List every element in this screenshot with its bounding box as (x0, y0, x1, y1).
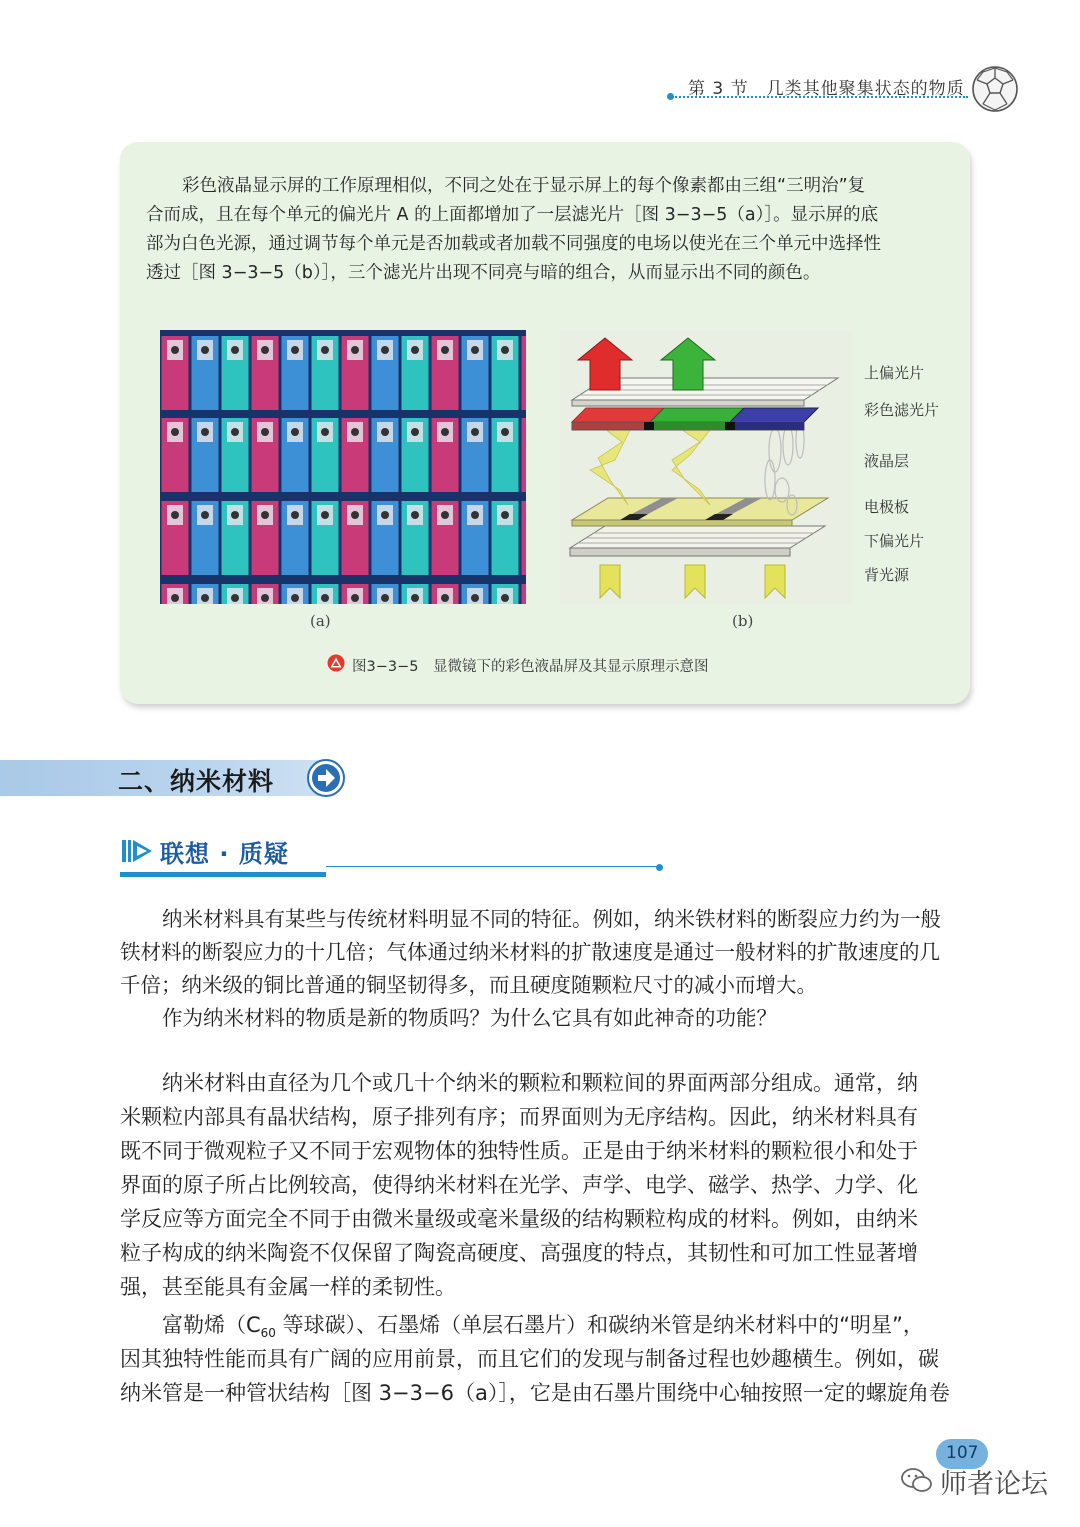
transistor-dot (231, 428, 239, 436)
subsection-rule-thin (326, 866, 660, 867)
layer-label-color-filter: 彩色滤光片 (864, 401, 940, 419)
body2-line-1-post: 等球碳）、石墨烯（单层石墨片）和碳纳米管是纳米材料中的“明星”， (275, 1313, 924, 1337)
body2-line-2: 因其独特性能而具有广阔的应用前景，而且它们的发现与制备过程也妙趣横生。例如，碳 (120, 1347, 939, 1371)
lcd-principle-diagram (560, 330, 852, 604)
transistor-dot (441, 346, 449, 354)
transistor-dot (351, 511, 359, 519)
subsection-rule-thick (120, 872, 326, 877)
transistor-dot (471, 594, 479, 602)
body-line-4: 界面的原子所占比例较高，使得纳米材料在光学、声学、电学、磁学、热学、力学、化 (120, 1173, 918, 1197)
subsection-rule-dot (656, 864, 663, 871)
transistor-dot (381, 511, 389, 519)
triangle-icon (327, 654, 345, 672)
transistor-dot (411, 346, 419, 354)
transistor-dot (411, 428, 419, 436)
play-marker-icon (122, 838, 154, 864)
transistor-dot (501, 511, 509, 519)
body-line-6: 粒子构成的纳米陶瓷不仅保留了陶瓷高硬度、高强度的特点，其韧性和可加工性显著增 (120, 1241, 918, 1265)
body-line-3: 既不同于微观粒子又不同于宏观物体的独特性质。正是由于纳米材料的颗粒很小和处于 (120, 1139, 918, 1163)
transistor-dot (291, 594, 299, 602)
header-rule (672, 96, 968, 98)
subpixel-cell (522, 336, 527, 410)
info-line-3: 部为白色光源，通过调节每个单元是否加载或者加载不同强度的电场以使光在三个单元中选择性 (146, 234, 881, 254)
body-line-5: 学反应等方面完全不同于由微米量级或毫米量级的结构颗粒构成的材料。例如，由纳米 (120, 1207, 918, 1231)
transistor-dot (171, 511, 179, 519)
transistor-dot (231, 594, 239, 602)
lcd-microscope-image (160, 330, 526, 604)
transistor-dot (201, 428, 209, 436)
transistor-dot (321, 594, 329, 602)
transistor-dot (351, 594, 359, 602)
body2-line-1-pre: 富勒烯（C (162, 1313, 261, 1337)
subpixel-cell (522, 418, 527, 492)
body2-line-3: 纳米管是一种管状结构［图 3−3−6（a）］，它是由石墨片围绕中心轴按照一定的螺旋角卷 (120, 1381, 950, 1405)
figure-b-label: (b) (732, 612, 754, 630)
transistor-dot (321, 428, 329, 436)
section-title: 二、纳米材料 (118, 767, 275, 796)
transistor-dot (231, 511, 239, 519)
transistor-dot (201, 511, 209, 519)
transistor-dot (381, 346, 389, 354)
question-line-4: 作为纳米材料的物质是新的物质吗？为什么它具有如此神奇的功能？ (162, 1006, 777, 1030)
transistor-dot (381, 428, 389, 436)
transistor-dot (501, 346, 509, 354)
watermark-text: 师者论坛 (940, 1469, 1048, 1500)
transistor-dot (261, 511, 269, 519)
transistor-dot (321, 511, 329, 519)
transistor-dot (171, 428, 179, 436)
info-line-2: 合而成，且在每个单元的偏光片 A 的上面都增加了一层滤光片［图 3−3−5（a）］。显示屏的底 (146, 205, 879, 225)
transistor-dot (471, 511, 479, 519)
question-line-2: 铁材料的断裂应力的十几倍；气体通过纳米材料的扩散速度是通过一般材料的扩散速度的几 (120, 940, 940, 964)
transistor-dot (381, 594, 389, 602)
transistor-dot (411, 511, 419, 519)
layer-label-lower-polarizer: 下偏光片 (864, 532, 925, 550)
body-line-2: 米颗粒内部具有晶状结构，原子排列有序；而界面则为无序结构。因此，纳米材料具有 (120, 1105, 918, 1129)
transistor-dot (261, 428, 269, 436)
wechat-icon (900, 1467, 934, 1495)
transistor-dot (201, 594, 209, 602)
info-line-4: 透过［图 3−3−5（b）］，三个滤光片出现不同亮与暗的组合，从而显示出不同的颜色。 (146, 263, 821, 283)
transistor-dot (471, 346, 479, 354)
transistor-dot (171, 594, 179, 602)
transistor-dot (411, 594, 419, 602)
figure-caption: 图3−3−5 显微镜下的彩色液晶屏及其显示原理示意图 (352, 659, 709, 675)
subsection-title: 联想 · 质疑 (160, 840, 289, 868)
transistor-dot (291, 511, 299, 519)
transistor-dot (441, 428, 449, 436)
transistor-dot (261, 594, 269, 602)
transistor-dot (351, 428, 359, 436)
c60-subscript: 60 (260, 1326, 276, 1341)
question-line-3: 千倍；纳米级的铜比普通的铜坚韧得多，而且硬度随颗粒尺寸的减小而增大。 (120, 973, 817, 997)
arrow-right-icon (306, 758, 346, 798)
transistor-dot (261, 346, 269, 354)
transistor-dot (231, 346, 239, 354)
body-line-1: 纳米材料由直径为几个或几十个纳米的颗粒和颗粒间的界面两部分组成。通常，纳 (162, 1071, 918, 1095)
transistor-dot (471, 428, 479, 436)
layer-label-backlight: 背光源 (864, 566, 910, 584)
chapter-header-title: 第 3 节 几类其他聚集状态的物质 (688, 79, 965, 99)
layer-label-liquid-crystal: 液晶层 (864, 452, 910, 470)
layer-label-upper-polarizer: 上偏光片 (864, 364, 925, 382)
question-line-1: 纳米材料具有某些与传统材料明显不同的特征。例如，纳米铁材料的断裂应力约为一般 (162, 907, 941, 931)
transistor-dot (201, 346, 209, 354)
subpixel-cell (522, 501, 527, 575)
figure-a-label: (a) (310, 612, 331, 630)
fullerene-icon (970, 64, 1020, 114)
transistor-dot (501, 428, 509, 436)
transistor-dot (171, 346, 179, 354)
transistor-dot (291, 346, 299, 354)
info-line-1: 彩色液晶显示屏的工作原理相似，不同之处在于显示屏上的每个像素都由三组“三明治”复 (182, 176, 866, 196)
transistor-dot (291, 428, 299, 436)
page-number: 107 (946, 1443, 979, 1463)
body-line-7: 强，甚至能具有金属一样的柔韧性。 (120, 1275, 456, 1299)
transistor-dot (321, 346, 329, 354)
transistor-dot (441, 511, 449, 519)
transistor-dot (441, 594, 449, 602)
subpixel-cell (522, 584, 527, 604)
transistor-dot (501, 594, 509, 602)
layer-label-electrode: 电极板 (864, 498, 910, 516)
transistor-dot (351, 346, 359, 354)
